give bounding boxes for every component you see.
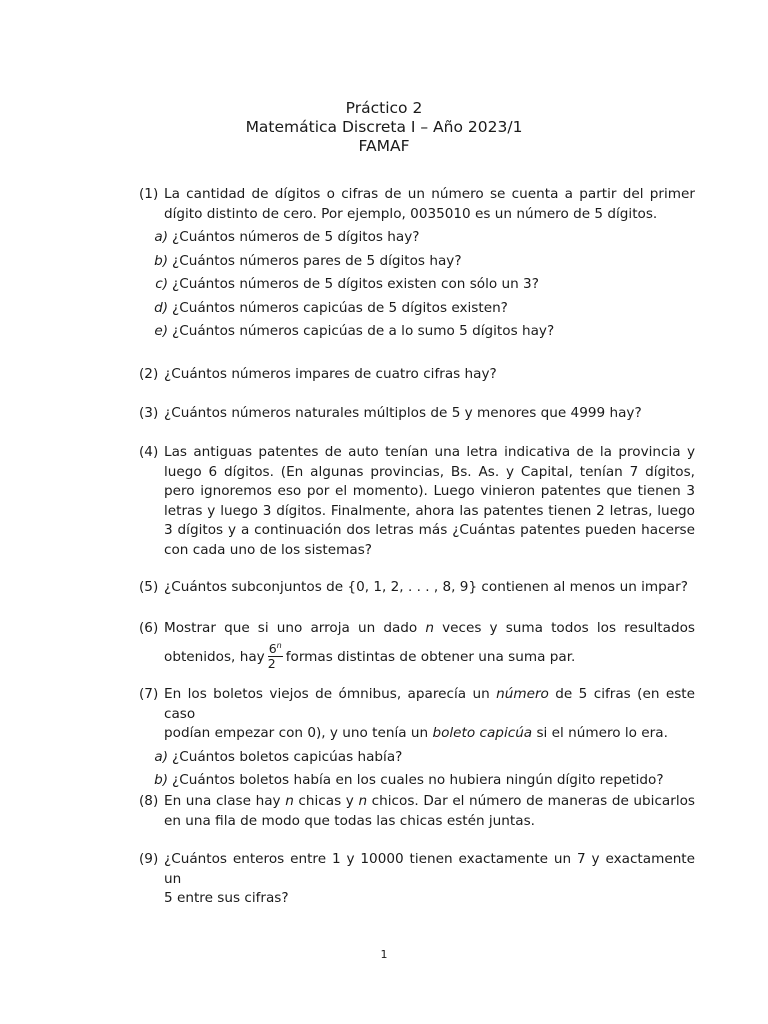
problem-text-line: luego 6 dígitos. (En algunas provincias, Bs. As. y Capital, tenían 7 dígitos, [164, 463, 695, 480]
problem-number: (3) [139, 405, 159, 421]
subquestion-d: d) ¿Cuántos números capicúas de 5 dígitos existen? [154, 299, 508, 316]
problem-number: (2) [139, 366, 159, 382]
document-title [0, 99, 768, 156]
title-practico: Práctico 2 [345, 99, 423, 117]
problem-number: (5) [139, 579, 159, 595]
problem-text-line: dígito distinto de cero. Por ejemplo, 0035010 es un número de 5 dígitos. [164, 205, 658, 222]
problem-text-line: ¿Cuántos números naturales múltiplos de 5 y menores que 4999 hay? [164, 405, 642, 421]
page-number: 1 [380, 948, 388, 961]
problem-3 [139, 404, 695, 424]
subquestion-b: b) ¿Cuántos números pares de 5 dígitos hay? [154, 252, 462, 269]
problem-6 [139, 619, 695, 673]
problem-2 [139, 365, 695, 385]
problem-text-line: ¿Cuántos enteros entre 1 y 10000 tienen exactamente un 7 y exactamente un [164, 851, 695, 887]
problem-7 [139, 685, 695, 791]
problem-text-line: En una clase hay n chicas y n chicos. Dar el número de maneras de ubicarlos [164, 793, 696, 809]
problem-text-line: en una fila de modo que todas las chicas estén juntas. [164, 812, 535, 829]
problem-number: (4) [139, 444, 159, 460]
problem-text-line: pero ignoremos eso por el momento). Luego vinieron patentes que tienen 3 [164, 483, 695, 499]
problem-text-line: con cada uno de los sistemas? [164, 541, 372, 558]
subquestion-e: e) ¿Cuántos números capicúas de a lo sumo 5 dígitos hay? [154, 323, 555, 339]
title-course: Matemática Discreta I – Año 2023/1 [245, 118, 523, 136]
problem-text-line: 3 dígitos y a continuación dos letras más ¿Cuántas patentes pueden hacerse [164, 522, 695, 538]
problem-5 [139, 578, 695, 598]
title-institution: FAMAF [358, 137, 410, 155]
subquestion-a: a) ¿Cuántos boletos capicúas había? [154, 748, 403, 765]
problem-text-line: Las antiguas patentes de auto tenían una letra indicativa de la provincia y [164, 444, 695, 460]
subquestion-c: c) ¿Cuántos números de 5 dígitos existen con sólo un 3? [155, 276, 539, 292]
problem-text-line: 5 entre sus cifras? [164, 890, 289, 906]
subquestion-b: b) ¿Cuántos boletos había en los cuales no hubiera ningún dígito repetido? [154, 772, 664, 788]
problem-number: (8) [139, 793, 159, 809]
problem-number: (6) [139, 620, 159, 636]
problem-text-line: La cantidad de dígitos o cifras de un número se cuenta a partir del primer [164, 186, 695, 202]
problem-number: (9) [139, 851, 159, 867]
fraction: $\frac{6^n}{2}$ [267, 640, 282, 671]
problem-text-line: ¿Cuántos números impares de cuatro cifras hay? [164, 366, 497, 382]
problem-text-line: En los boletos viejos de ómnibus, aparecía un número de 5 cifras (en este caso [164, 686, 695, 722]
problem-text-line: letras y luego 3 dígitos. Finalmente, ahora las patentes tienen 2 letras, luego [164, 502, 695, 519]
problem-number: (1) [139, 186, 159, 202]
problem-text-line: podían empezar con 0), y uno tenía un boleto capicúa si el número lo era. [164, 725, 668, 741]
problem-8 [139, 792, 695, 831]
problem-text-line: ¿Cuántos subconjuntos de {0, 1, 2, . . . , 8, 9} contienen al menos un impar? [164, 579, 688, 595]
variable-n: n [425, 620, 434, 636]
problem-9 [139, 850, 695, 909]
problem-4 [139, 443, 695, 560]
problem-number: (7) [139, 686, 159, 702]
problem-text-line: obtenidos, hay $\frac{6^n}{2}$ formas distintas de obtener una suma par. [164, 640, 576, 671]
problem-1 [139, 185, 695, 342]
subquestion-a: a) ¿Cuántos números de 5 dígitos hay? [154, 229, 420, 245]
problem-text-line: Mostrar que si uno arroja un dado n veces y suma todos los resultados [164, 620, 695, 636]
